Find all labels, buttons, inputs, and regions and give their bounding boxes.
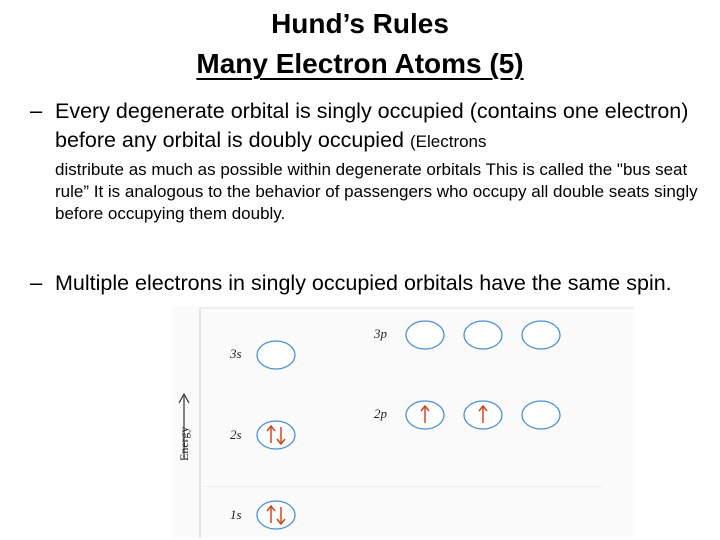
energy-axis-label: Energy bbox=[177, 426, 191, 461]
bullet-dash-1: – bbox=[30, 98, 43, 123]
level-label-2p: 2p bbox=[374, 406, 387, 421]
level-label-2s: 2s bbox=[230, 427, 242, 442]
orbital-diagram bbox=[172, 306, 634, 538]
bullet-1-main: Every degenerate orbital is singly occupied (contains one electron) before any orbital is doubly occupied bbox=[55, 99, 689, 152]
slide-subtitle bbox=[0, 46, 720, 82]
level-label-3s: 3s bbox=[230, 346, 242, 361]
level-label-1s: 1s bbox=[230, 507, 242, 522]
orbital-3p-2 bbox=[464, 321, 502, 349]
orbital-diagram-svg bbox=[172, 306, 634, 538]
bullet-dash-2: – bbox=[30, 270, 43, 295]
background-faint-text bbox=[172, 306, 634, 538]
slide-subtitle-text: Many Electron Atoms (5) bbox=[196, 48, 524, 79]
bullet-2: Multiple electrons in singly occupied orbitals have the same spin. bbox=[55, 271, 672, 295]
orbital-3s bbox=[257, 341, 295, 369]
bullet-1-small: (Electrons bbox=[409, 132, 487, 151]
orbital-1s bbox=[257, 501, 295, 529]
level-label-3p: 3p bbox=[374, 326, 387, 341]
orbital-3p-1 bbox=[406, 321, 444, 349]
orbital-3p-3 bbox=[522, 321, 560, 349]
bullet-1 bbox=[55, 97, 715, 225]
orbital-2s bbox=[257, 421, 295, 449]
orbital-2p-3 bbox=[522, 401, 560, 429]
slide-title: Hund’s Rules bbox=[271, 8, 449, 39]
bullet-1-sub: distribute as much as possible within degenerate orbitals This is called the "bus seat rule” It is analogous to the behavior of passengers who occupy all double seats singly before occupying them doubly. bbox=[55, 160, 698, 223]
